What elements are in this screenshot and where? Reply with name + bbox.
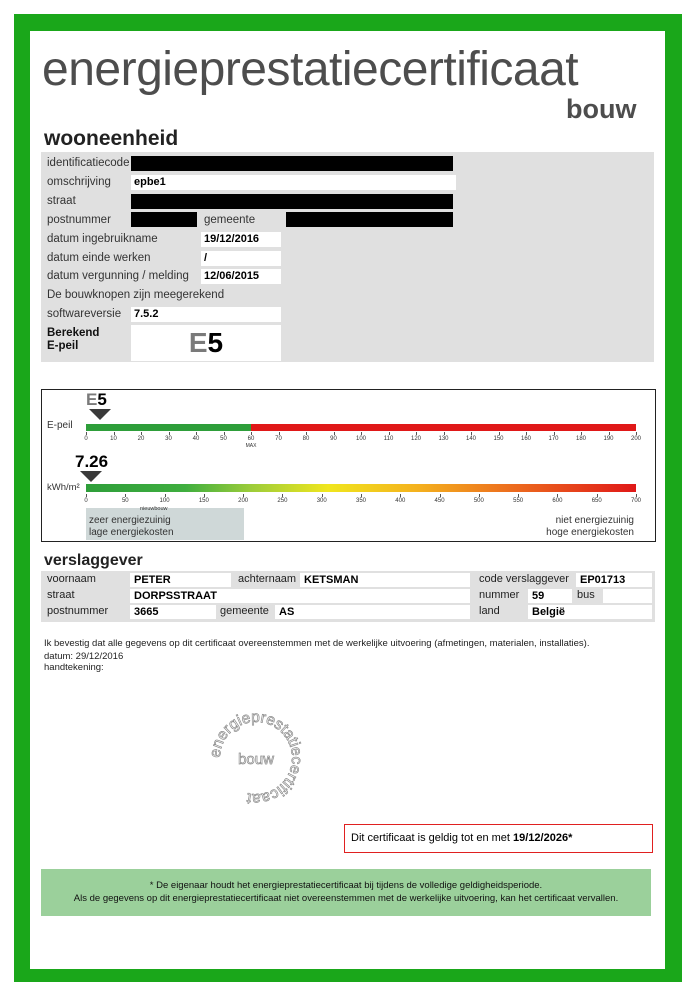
scale-tick-label: 190: [603, 436, 614, 442]
scale-tick-label: 50: [220, 436, 227, 442]
scale-tick-label: 90: [330, 436, 337, 442]
description-value: epbe1: [131, 175, 456, 190]
reporter-box-label: bus: [577, 589, 595, 601]
reporter-box-value: [603, 589, 652, 603]
scale-tick-label: 400: [395, 498, 406, 504]
scale-tick-label: 100: [355, 436, 367, 442]
epeil-marker-value: 5: [97, 390, 107, 409]
scale-tick-label: 120: [410, 436, 422, 442]
scale-tick-mark: [251, 432, 252, 435]
reporter-postcode-label: postnummer: [47, 605, 109, 617]
scale-tick-mark: [389, 432, 390, 435]
scale-tick-label: 700: [630, 498, 642, 504]
date-commissioned-value: 19/12/2016: [201, 232, 281, 247]
scale-tick-mark: [361, 494, 362, 497]
epeil-result-value: 5: [207, 327, 224, 358]
scale-tick-label: 650: [591, 498, 602, 504]
scale-tick-mark: [334, 432, 335, 435]
scale-tick-mark: [471, 432, 472, 435]
kwh-scale-bar: [86, 484, 636, 492]
scale-tick-mark: [499, 432, 500, 435]
scale-tick-label: 130: [438, 436, 449, 442]
validity-box: [344, 824, 653, 853]
scale-tick-label: 200: [630, 436, 642, 442]
reporter-last-name-value: KETSMAN: [300, 573, 470, 587]
scale-tick-label: 180: [575, 436, 587, 442]
epeil-scale-ticks: [84, 432, 642, 449]
epeil-result-box: [131, 325, 281, 361]
scale-tick-label: 60: [247, 436, 255, 442]
scale-tick-label: 160: [520, 436, 532, 442]
reporter-last-name-label: achternaam: [238, 573, 297, 585]
stamp-ring-text: energieprestatiecertificaat: [206, 708, 306, 808]
scale-tick-mark: [204, 494, 205, 497]
description-label: omschrijving: [47, 176, 111, 188]
reporter-code-value: EP01713: [576, 573, 652, 587]
reporter-street-label: straat: [47, 589, 75, 601]
kwh-scale-ticks: [84, 494, 642, 508]
building-nodes-note: De bouwknopen zijn meegerekend: [47, 289, 225, 301]
scale-tick-mark: [243, 494, 244, 497]
footer-line2: Als de gegevens op dit energieprestatiecertificaat niet overeenstemmen met de werkelijke uitvoering, kan het certificaat vervallen.: [73, 893, 619, 904]
reporter-heading: verslaggever: [44, 552, 143, 569]
scale-tick-label: 150: [198, 498, 209, 504]
epeil-marker-arrow-icon: [89, 409, 111, 420]
scale-tick-mark: [322, 494, 323, 497]
max-tick-label: MAX: [245, 443, 257, 449]
kwh-scale-label: kWh/m²: [47, 482, 80, 493]
declaration-text: Ik bevestig dat alle gegevens op dit certificaat overeenstemmen met de werkelijke uitvoering (afmetingen, materialen, installaties).: [44, 638, 590, 649]
scale-tick-label: 550: [513, 498, 524, 504]
scale-tick-mark: [444, 432, 445, 435]
reporter-municipality-label: gemeente: [220, 605, 269, 617]
reporter-first-name-value: PETER: [130, 573, 231, 587]
scale-tick-label: 110: [383, 436, 394, 442]
software-label: softwareversie: [47, 308, 122, 320]
scale-tick-mark: [141, 432, 142, 435]
scale-tick-label: 350: [355, 498, 367, 504]
scale-tick-mark: [282, 494, 283, 497]
scale-tick-label: 300: [316, 498, 327, 504]
scale-tick-mark: [114, 432, 115, 435]
scale-tick-mark: [165, 494, 166, 497]
reporter-street-value: DORPSSTRAAT: [130, 589, 470, 603]
scale-tick-mark: [416, 432, 417, 435]
scale-tick-label: 500: [473, 498, 484, 504]
epc-stamp-seal: [205, 707, 307, 809]
unit-heading: wooneenheid: [44, 127, 179, 150]
epeil-marker-prefix: E: [86, 390, 98, 409]
scale-tick-mark: [196, 432, 197, 435]
scale-tick-label: 30: [165, 436, 172, 442]
reporter-first-name-label: voornaam: [47, 573, 96, 585]
scale-tick-label: 200: [238, 498, 249, 504]
newbuild-label: nieuwbouw: [140, 506, 168, 512]
reporter-municipality-value: AS: [275, 605, 470, 619]
date-permit-value: 12/06/2015: [201, 269, 281, 284]
scale-tick-mark: [306, 432, 307, 435]
scale-tick-label: 150: [493, 436, 504, 442]
scale-tick-label: 250: [277, 498, 288, 504]
scale-tick-label: 170: [548, 436, 559, 442]
scale-tick-label: 100: [159, 498, 170, 504]
reporter-number-label: nummer: [479, 589, 520, 601]
scale-tick-mark: [526, 432, 527, 435]
scale-tick-mark: [554, 432, 555, 435]
inefficient-line2: hoge energiekosten: [546, 527, 634, 538]
scale-tick-mark: [479, 494, 480, 497]
signature-label: handtekening:: [44, 662, 104, 673]
declaration-date: datum: 29/12/2016: [44, 651, 124, 662]
scale-tick-mark: [518, 494, 519, 497]
scale-tick-label: 0: [84, 436, 88, 442]
id-code-redacted: [131, 156, 453, 171]
inefficient-line1: niet energiezuinig: [555, 515, 634, 526]
certificate-subtitle: bouw: [566, 94, 637, 124]
epeil-marker-label: [86, 390, 107, 410]
scale-tick-mark: [557, 494, 558, 497]
validity-prefix: Dit certificaat is geldig tot en met: [351, 832, 514, 844]
date-permit-label: datum vergunning / melding: [47, 270, 189, 282]
scale-tick-mark: [86, 494, 87, 497]
efficient-line2: lage energiekosten: [89, 527, 174, 538]
epeil-scale-bar: [86, 424, 636, 431]
scale-tick-mark: [361, 432, 362, 435]
efficient-line1: zeer energiezuinig: [89, 515, 171, 526]
scale-tick-label: 20: [137, 436, 145, 442]
stamp-center-text: bouw: [238, 751, 274, 768]
epeil-red-segment: [251, 424, 636, 431]
kwh-marker-value: 7.26: [75, 452, 109, 471]
validity-date: 19/12/2026*: [513, 832, 573, 844]
street-redacted: [131, 194, 453, 209]
id-code-label: identificatiecode: [47, 157, 130, 169]
date-commissioned-label: datum ingebruikname: [47, 233, 158, 245]
scale-tick-label: 140: [465, 436, 477, 442]
software-value: 7.5.2: [131, 307, 281, 322]
scale-tick-mark: [125, 494, 126, 497]
scale-tick-label: 80: [302, 436, 310, 442]
calc-label-line1: Berekend: [47, 327, 100, 339]
scale-tick-mark: [636, 494, 637, 497]
postcode-label: postnummer: [47, 214, 111, 226]
street-label: straat: [47, 195, 76, 207]
scale-tick-mark: [609, 432, 610, 435]
postcode-redacted: [131, 212, 197, 227]
certificate-title: energieprestatiecertificaat: [42, 43, 579, 96]
kwh-marker-arrow-icon: [80, 471, 102, 482]
scale-tick-mark: [581, 432, 582, 435]
epeil-green-segment: [86, 424, 251, 431]
scale-tick-mark: [636, 432, 637, 435]
reporter-country-value: België: [528, 605, 652, 619]
scale-tick-label: 40: [192, 436, 200, 442]
scale-tick-label: 450: [434, 498, 445, 504]
scale-tick-mark: [279, 432, 280, 435]
footer-line1: * De eigenaar houdt het energieprestatiecertificaat bij tijdens de volledige geldigheidsperiode.: [149, 880, 543, 891]
scale-tick-label: 50: [121, 498, 129, 504]
reporter-number-value: 59: [528, 589, 572, 603]
scale-tick-mark: [400, 494, 401, 497]
calc-label-line2: E-peil: [47, 340, 79, 352]
epeil-result-prefix: E: [188, 327, 208, 358]
municipality-redacted: [286, 212, 453, 227]
scale-tick-label: 600: [552, 498, 563, 504]
scale-tick-mark: [440, 494, 441, 497]
scale-tick-mark: [169, 432, 170, 435]
scale-tick-label: 0: [84, 498, 88, 504]
epeil-scale-label: E-peil: [47, 420, 73, 431]
municipality-label: gemeente: [204, 214, 256, 226]
footer-notice: [41, 869, 651, 916]
reporter-country-label: land: [479, 605, 500, 617]
reporter-code-label: code verslaggever: [479, 573, 569, 585]
date-end-works-value: /: [201, 251, 281, 266]
scale-tick-label: 70: [275, 436, 282, 442]
scale-tick-mark: [224, 432, 225, 435]
date-end-works-label: datum einde werken: [47, 252, 151, 264]
scale-tick-label: 10: [110, 436, 117, 442]
scale-tick-mark: [597, 494, 598, 497]
scale-tick-mark: [86, 432, 87, 435]
reporter-postcode-value: 3665: [130, 605, 216, 619]
